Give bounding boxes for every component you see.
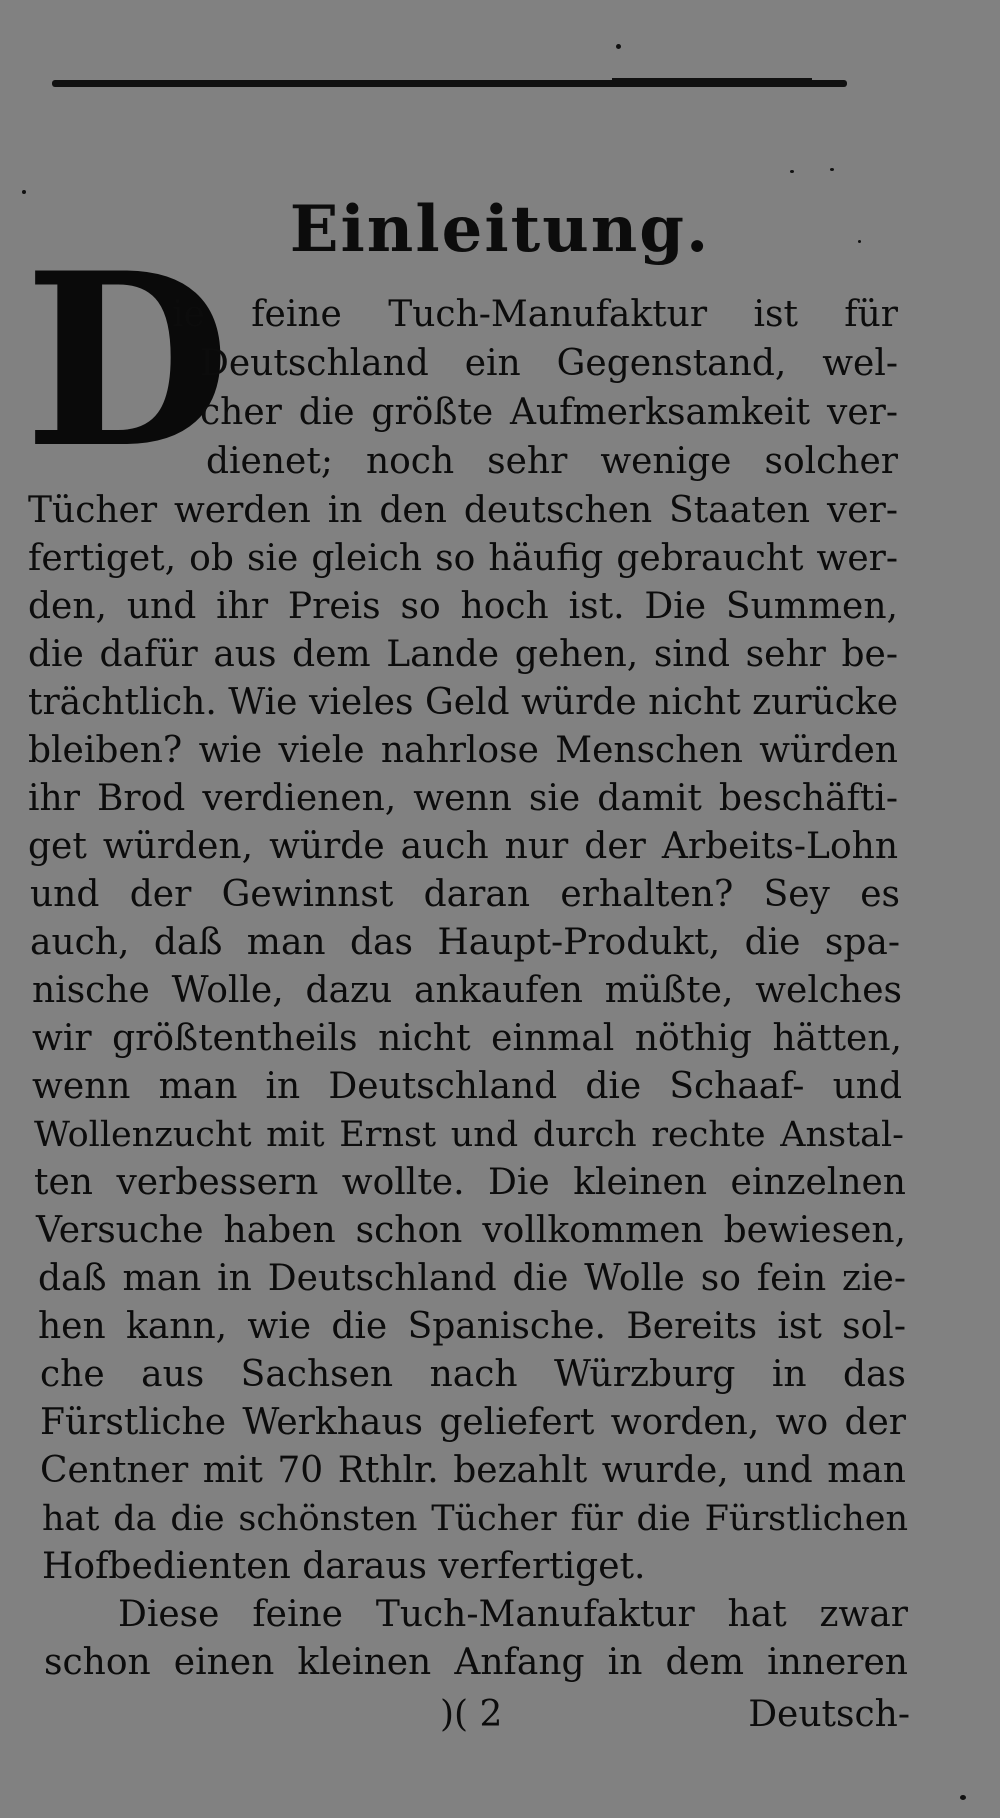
text-line: Centner mit 70 Rthlr. bezahlt wurde, und man: [40, 1450, 906, 1491]
text-line: wir größtentheils nicht einmal nöthig hätten,: [32, 1018, 902, 1059]
text-line: schon einen kleinen Anfang in dem inneren: [44, 1642, 908, 1683]
text-line: Fürstliche Werkhaus geliefert worden, wo der: [40, 1402, 906, 1443]
text-line: Versuche haben schon vollkommen bewiesen,: [36, 1210, 906, 1251]
text-line: Wollenzucht mit Ernst und durch rechte Anstal-: [34, 1115, 904, 1155]
ink-speck: [616, 44, 621, 49]
text-line: Hofbedienten daraus verfertiget.: [42, 1546, 646, 1587]
drop-cap: D: [24, 222, 231, 501]
text-line: ie feine Tuch-Manufaktur ist für: [172, 294, 898, 335]
ink-speck: [830, 168, 834, 171]
text-line: wenn man in Deutschland die Schaaf- und: [32, 1066, 902, 1107]
text-line: den, und ihr Preis so hoch ist. Die Summen,: [28, 586, 898, 627]
page-title: Einleitung.: [289, 192, 711, 267]
text-line: daß man in Deutschland die Wolle so fein zie-: [38, 1258, 906, 1299]
text-line: trächtlich. Wie vieles Geld würde nicht zurücke: [28, 682, 898, 723]
text-line: hen kann, wie die Spanische. Bereits ist sol-: [38, 1306, 906, 1347]
ink-speck: [960, 1795, 966, 1800]
text-line: Diese feine Tuch-Manufaktur hat zwar: [118, 1594, 908, 1635]
text-line: cher die größte Aufmerksamkeit ver-: [200, 392, 898, 433]
text-line: ten verbessern wollte. Die kleinen einzelnen: [34, 1162, 906, 1203]
text-line: die dafür aus dem Lande gehen, sind sehr be-: [28, 634, 898, 675]
signature-mark: )( 2: [440, 1694, 503, 1735]
text-line: Tücher werden in den deutschen Staaten ver-: [28, 490, 898, 531]
text-line: hat da die schönsten Tücher für die Fürstlichen: [42, 1499, 908, 1539]
page-footer: [440, 1692, 910, 1738]
ink-speck: [790, 170, 794, 173]
catchword: Deutsch-: [748, 1694, 910, 1735]
text-line: fertiget, ob sie gleich so häufig gebraucht wer-: [28, 538, 898, 579]
text-line: ihr Brod verdienen, wenn sie damit beschäfti-: [28, 778, 898, 819]
text-line: Deutschland ein Gegenstand, wel-: [200, 343, 898, 384]
text-line: get würden, würde auch nur der Arbeits-Lohn: [28, 826, 898, 867]
text-line: und der Gewinnst daran erhalten? Sey es: [30, 874, 900, 915]
text-line: che aus Sachsen nach Würzburg in das: [40, 1354, 906, 1395]
text-line: nische Wolle, dazu ankaufen müßte, welches: [32, 970, 902, 1011]
text-line: bleiben? wie viele nahrlose Menschen würden: [28, 730, 898, 771]
text-line: auch, daß man das Haupt-Produkt, die spa-: [30, 922, 900, 963]
top-rule: [52, 80, 847, 87]
text-line: dienet; noch sehr wenige solcher: [206, 441, 898, 482]
